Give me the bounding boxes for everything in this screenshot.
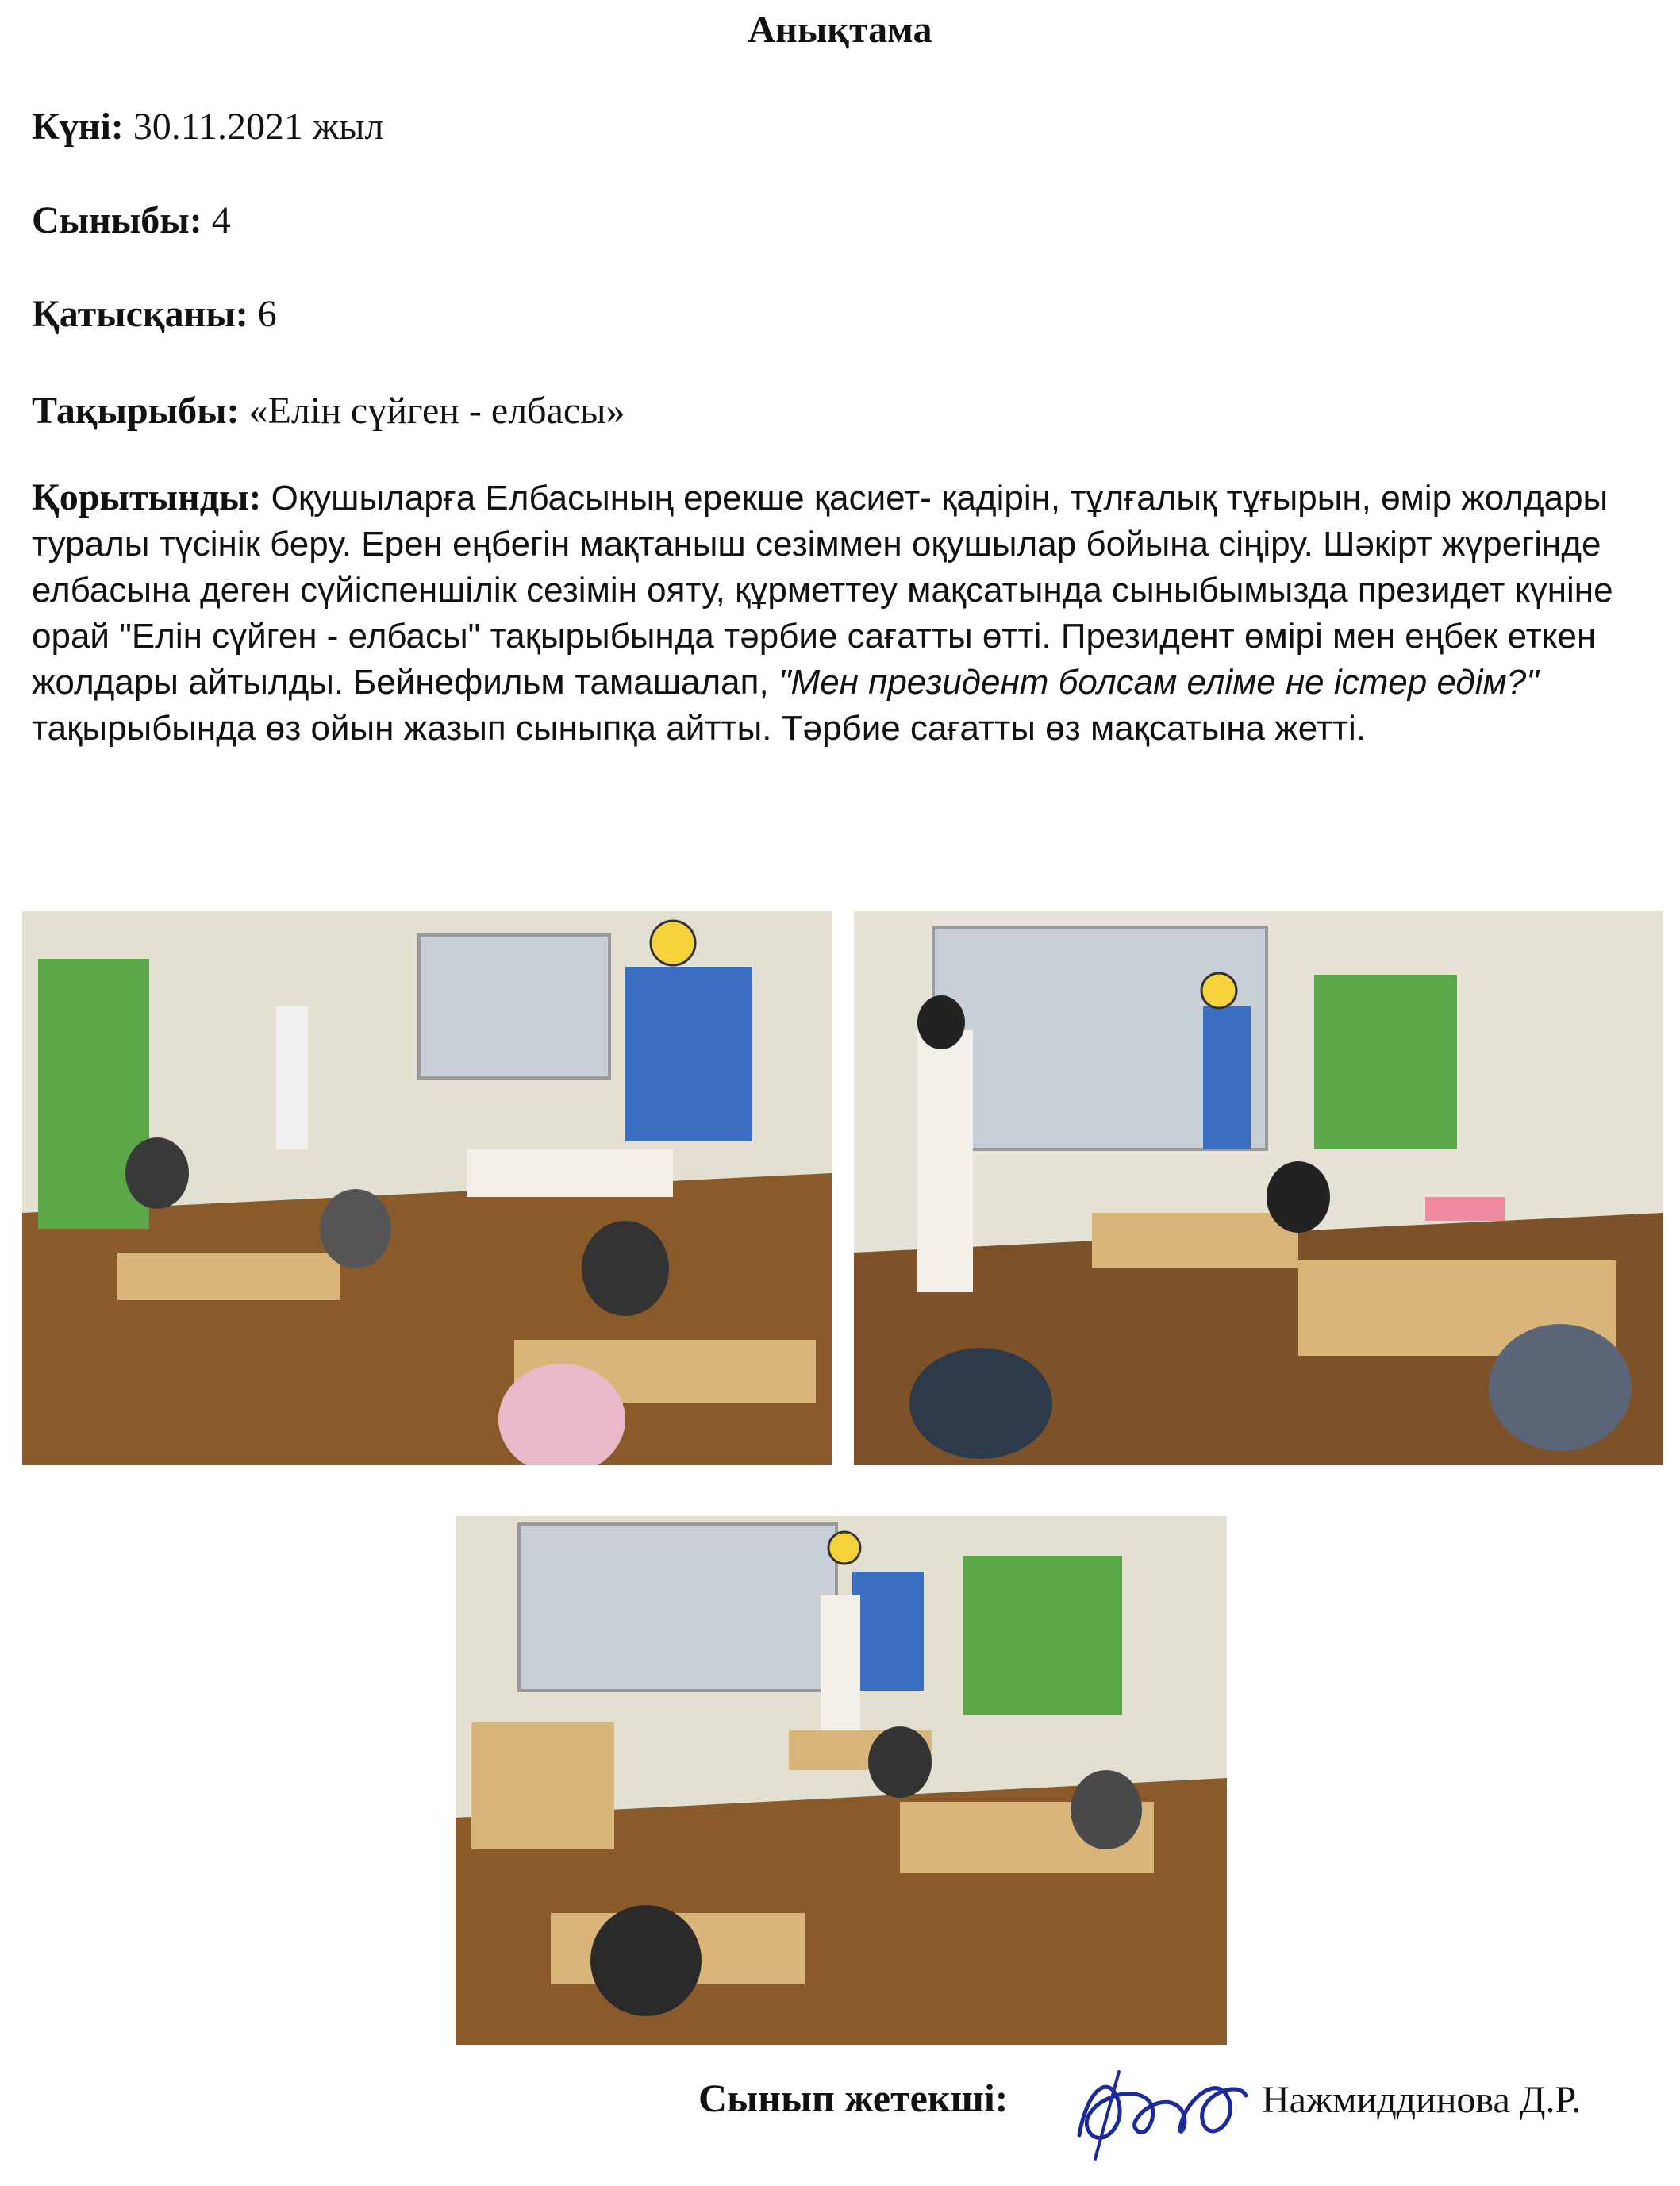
attended-value: 6	[257, 293, 277, 335]
class-value: 4	[211, 199, 231, 241]
class-field	[32, 198, 231, 242]
classroom-photo-2	[854, 911, 1663, 1465]
topic-value: «Елін сүйген - елбасы»	[248, 390, 625, 432]
class-label: Сыныбы:	[32, 199, 202, 241]
conclusion-paragraph	[32, 475, 1667, 752]
document-title: Анықтама	[748, 9, 932, 51]
attended-field	[32, 292, 277, 336]
classroom-photo-3	[456, 1516, 1227, 2045]
attended-label: Қатысқаны:	[32, 293, 248, 335]
conclusion-label: Қорытынды:	[32, 476, 262, 518]
classroom-photo-1	[22, 911, 832, 1465]
conclusion-text-1: Оқушыларға Елбасының ерекше қасиет- қадірін, тұлғалық тұғырын, өмір жолдары туралы түсінік беру. Ерен еңбегін мақтаныш сезіммен оқушылар бойына сіңіру. Шәкірт жүрегінде елбасына деген сүйіспеншілік сезімін ояту, құрметтеу мақсатында сыныбымызда президет күніне орай "Елін сүйген - елбасы" тақырыбында тәрбие сағатты өтті. Президент өмірі мен еңбек еткен жолдары айтылды. Бейнефильм тамашалап,	[32, 479, 1613, 702]
date-label: Күні:	[32, 106, 124, 148]
topic-label: Тақырыбы:	[32, 390, 240, 432]
conclusion-italic-quote: "Мен президент болсам еліме не істер едім?"	[778, 663, 1539, 702]
handwritten-signature	[1063, 2056, 1254, 2167]
signature-label: Сынып жетекші:	[698, 2076, 1009, 2120]
date-field	[32, 105, 383, 148]
conclusion-text-2: тақырыбында өз ойын жазып сыныпқа айтты. Тәрбие сағатты өз мақсатына жетті.	[32, 709, 1367, 748]
topic-field	[32, 389, 625, 433]
signature-name: Нажмиддинова Д.Р.	[1262, 2079, 1582, 2121]
date-value: 30.11.2021 жыл	[133, 106, 384, 148]
